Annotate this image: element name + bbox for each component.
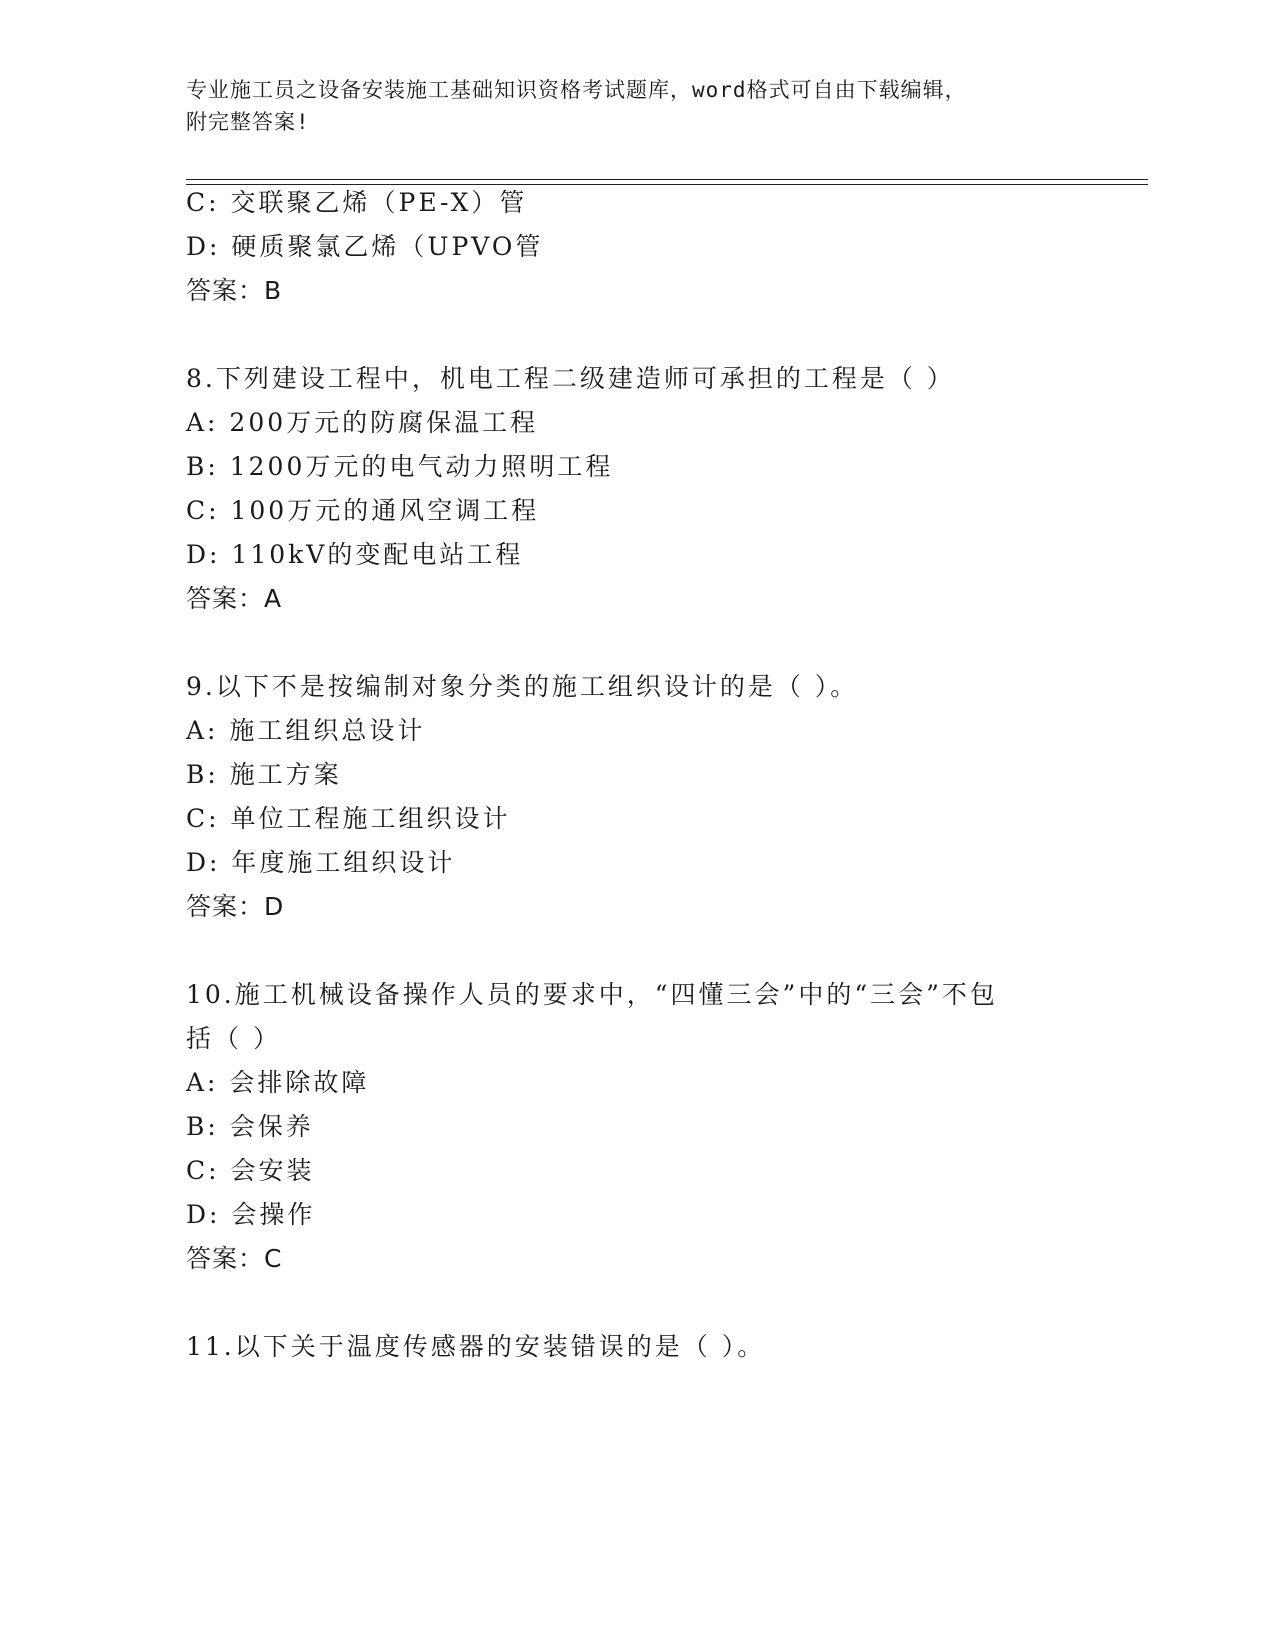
q8-answer: 答案：A — [186, 584, 283, 613]
q8-question: 8.下列建设工程中，机电工程二级建造师可承担的工程是（ ） — [186, 364, 955, 393]
q10-answer: 答案：C — [186, 1244, 283, 1273]
q8-option-c: C: 100万元的通风空调工程 — [186, 496, 540, 525]
q10-option-d: D: 会操作 — [186, 1200, 316, 1229]
q7-answer: 答案：B — [186, 276, 283, 305]
header-title-line-2: 附完整答案! — [186, 110, 310, 134]
q10-question-line-1: 10.施工机械设备操作人员的要求中，“四懂三会”中的“三会”不包 — [186, 980, 998, 1009]
q8-option-b: B: 1200万元的电气动力照明工程 — [186, 452, 614, 481]
q10-option-b: B: 会保养 — [186, 1112, 314, 1141]
header-divider-bottom — [186, 184, 1148, 185]
q9-question: 9.以下不是按编制对象分类的施工组织设计的是（ ）。 — [186, 672, 859, 701]
q9-answer: 答案：D — [186, 892, 285, 921]
q7-option-d: D: 硬质聚氯乙烯（UPVO管 — [186, 232, 544, 261]
q8-option-d: D: 110kV的变配电站工程 — [186, 540, 524, 569]
q9-option-b: B: 施工方案 — [186, 760, 342, 789]
q7-option-c: C: 交联聚乙烯（PE-X）管 — [186, 188, 528, 217]
q9-option-d: D: 年度施工组织设计 — [186, 848, 456, 877]
q10-option-a: A: 会排除故障 — [186, 1068, 370, 1097]
header-divider-top — [186, 179, 1148, 180]
q8-option-a: A: 200万元的防腐保温工程 — [186, 408, 539, 437]
q9-option-c: C: 单位工程施工组织设计 — [186, 804, 511, 833]
q10-question-line-2: 括（ ） — [186, 1024, 281, 1053]
header-title-line-1: 专业施工员之设备安装施工基础知识资格考试题库，word格式可自由下载编辑， — [186, 78, 967, 102]
q11-question: 11.以下关于温度传感器的安装错误的是（ ）。 — [186, 1332, 766, 1361]
document-header — [186, 74, 1066, 138]
q10-option-c: C: 会安装 — [186, 1156, 315, 1185]
q9-option-a: A: 施工组织总设计 — [186, 716, 426, 745]
